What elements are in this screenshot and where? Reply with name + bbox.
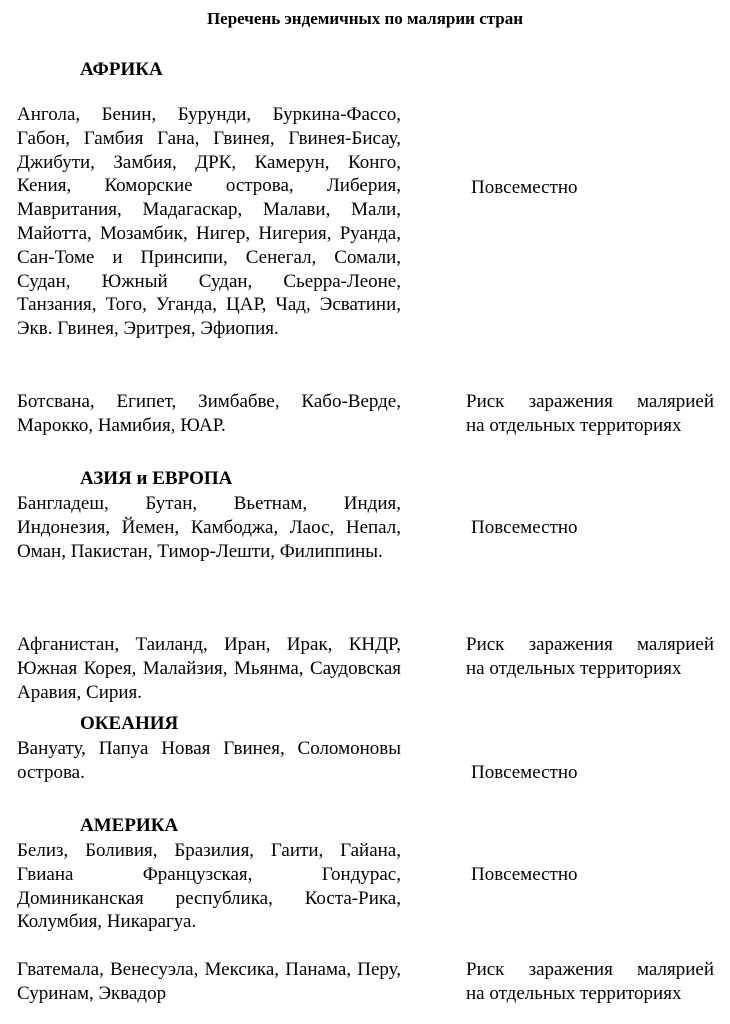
america-partial-risk bbox=[466, 958, 714, 1006]
america-widespread-risk: Повсеместно bbox=[471, 864, 578, 885]
page-title: Перечень эндемичных по малярии стран bbox=[206, 9, 524, 28]
africa-widespread-countries: Ангола, Бенин, Бурунди, Буркина-Фассо, Габон, Гамбия Гана, Гвинея, Гвинея-Бисау, Джибути, Замбия, ДРК, Камерун, Конго, Кения, Коморские острова, Либерия, Мавритания, Мадагаскар, Малави, Мали, Майотта, Мозамбик, Нигер, Нигерия, Руанда, Сан-Томе и Принсипи, Сенегал, Сомали, Судан, Южный Судан, Сьерра-Леоне, Танзания, Того, Уганда, ЦАР, Чад, Эсватини, Экв. Гвинея, Эритрея, Эфиопия. bbox=[17, 104, 401, 340]
section-heading-asia-europe: АЗИЯ и ЕВРОПА bbox=[80, 468, 233, 489]
africa-partial-risk bbox=[466, 390, 714, 438]
oceania-widespread-countries: Вануату, Папуа Новая Гвинея, Соломоновы острова. bbox=[17, 738, 401, 783]
asia-partial-risk bbox=[466, 633, 714, 681]
africa-widespread-risk: Повсеместно bbox=[471, 177, 578, 198]
risk-line-2: на отдельных территориях bbox=[466, 657, 682, 679]
america-partial-countries: Гватемала, Венесуэла, Мексика, Панама, Перу, Суринам, Эквадор bbox=[17, 959, 401, 1004]
section-heading-africa: АФРИКА bbox=[80, 59, 163, 80]
asia-partial-countries: Афганистан, Таиланд, Иран, Ирак, КНДР, Южная Корея, Малайзия, Мьянма, Саудовская Аравия, Сирия. bbox=[17, 634, 401, 703]
america-widespread-countries: Белиз, Боливия, Бразилия, Гаити, Гайана, Гвиана Французская, Гондурас, Доминиканская республика, Коста-Рика, Колумбия, Никарагуа. bbox=[17, 840, 401, 933]
risk-line-1: Риск заражения малярией bbox=[466, 634, 714, 655]
asia-widespread-risk: Повсеместно bbox=[471, 517, 578, 538]
risk-line-1: Риск заражения малярией bbox=[466, 391, 714, 412]
section-heading-oceania: ОКЕАНИЯ bbox=[80, 713, 179, 734]
risk-line-2: на отдельных территориях bbox=[466, 982, 682, 1004]
risk-line-2: на отдельных территориях bbox=[466, 414, 682, 436]
risk-line-1: Риск заражения малярией bbox=[466, 959, 714, 980]
asia-widespread-countries: Бангладеш, Бутан, Вьетнам, Индия, Индонезия, Йемен, Камбоджа, Лаос, Непал, Оман, Пакистан, Тимор-Лешти, Филиппины. bbox=[17, 493, 401, 562]
oceania-widespread-risk: Повсеместно bbox=[471, 762, 578, 783]
section-heading-america: АМЕРИКА bbox=[80, 815, 179, 836]
africa-partial-countries: Ботсвана, Египет, Зимбабве, Кабо-Верде, Марокко, Намибия, ЮАР. bbox=[17, 391, 401, 436]
